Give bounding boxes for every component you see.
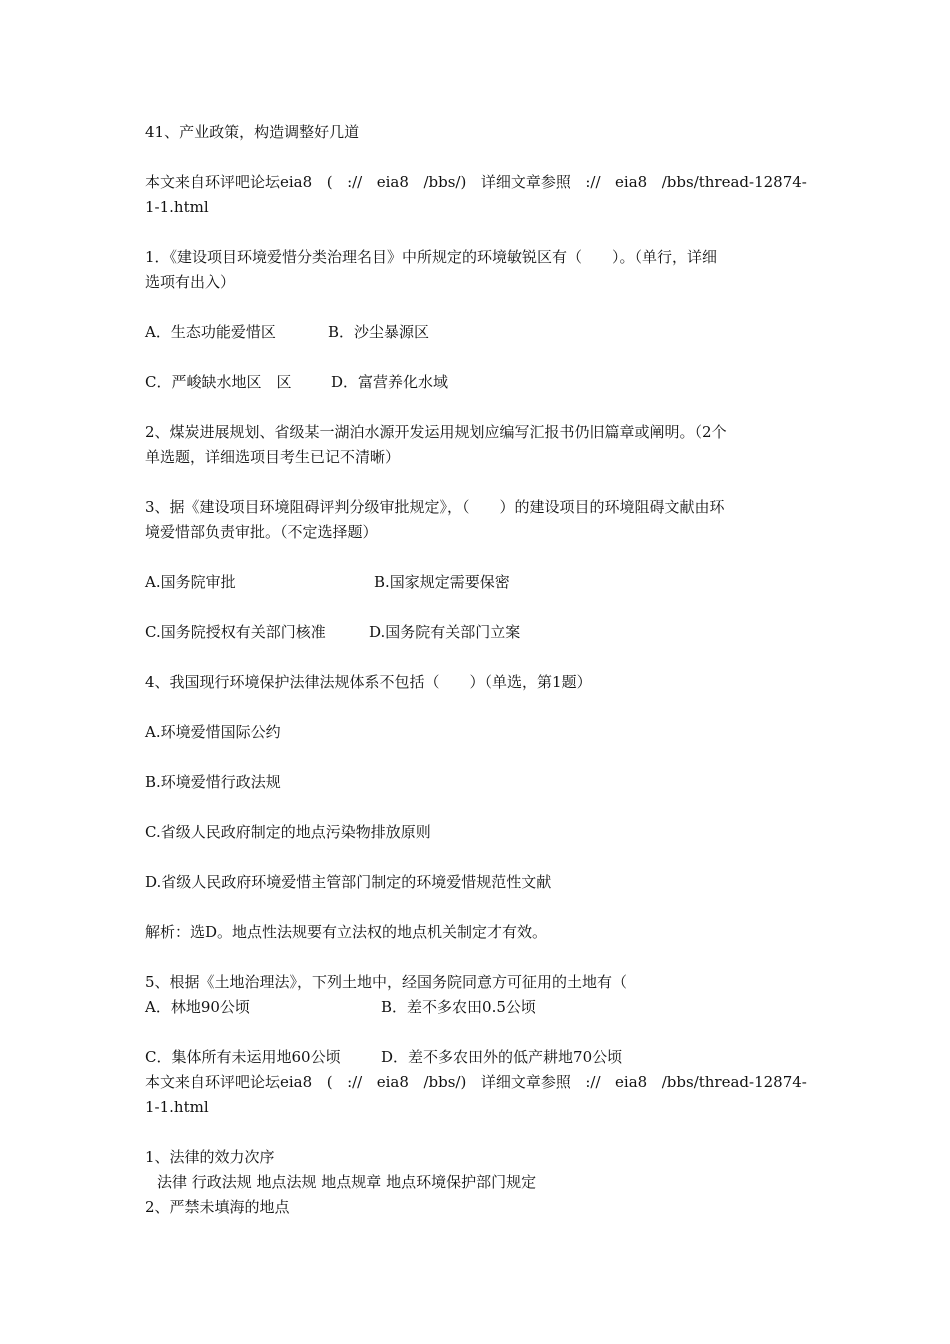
q1-option-a: A．生态功能爱惜区 bbox=[145, 323, 276, 341]
source-part: :// bbox=[585, 1073, 601, 1091]
source-part: eia8 bbox=[376, 173, 409, 191]
q5-options-cd bbox=[145, 1045, 807, 1070]
q4-option-d: D.省级人民政府环境爱惜主管部门制定的环境爱惜规范性文献 bbox=[145, 873, 552, 891]
source-part: /bbs/thread-12874- bbox=[661, 173, 807, 191]
q1-options-ab bbox=[145, 320, 807, 345]
q3-option-d: D.国务院有关部门立案 bbox=[369, 623, 521, 641]
q5-stem: 5、根据《土地治理法》，下列土地中，经国务院同意方可征用的土地有（ bbox=[145, 973, 628, 991]
q3-option-a: A.国务院审批 bbox=[145, 573, 236, 591]
q3-line2: 境爱惜部负责审批。（不定选择题） bbox=[145, 523, 378, 541]
q1-stem-line1: 1．《建设项目环境爱惜分类治理名目》中所规定的环境敏锐区有（ ）。（单行，详细 bbox=[145, 248, 718, 266]
q4-option-b: B.环境爱惜行政法规 bbox=[145, 773, 281, 791]
q41-title: 41、产业政策，构造调整好几道 bbox=[145, 123, 360, 141]
source-part: /bbs/) bbox=[423, 1073, 467, 1091]
q5-option-c: C．集体所有未运用地60公顷 bbox=[145, 1048, 341, 1066]
q4-stem: 4、我国现行环境保护法律法规体系不包括（ ）（单选，第1题） bbox=[145, 673, 592, 691]
q1-options-cd bbox=[145, 370, 807, 395]
q3-option-b: B.国家规定需要保密 bbox=[374, 573, 510, 591]
q5-options-ab bbox=[145, 995, 807, 1020]
q5-option-a: A．林地90公顷 bbox=[145, 998, 250, 1016]
source-part: eia8 bbox=[376, 1073, 409, 1091]
source-line-2 bbox=[145, 1070, 807, 1095]
q3-options-cd bbox=[145, 620, 807, 645]
note-1-title: 1、法律的效力次序 bbox=[145, 1148, 275, 1166]
source-part: 详细文章参照 bbox=[480, 1073, 571, 1091]
q5-option-b: B．差不多农田0.5公顷 bbox=[381, 998, 536, 1016]
source-part: ( bbox=[326, 1073, 333, 1091]
q4-option-a: A.环境爱惜国际公约 bbox=[145, 723, 281, 741]
source-part: :// bbox=[347, 173, 363, 191]
q1-option-d: D．富营养化水域 bbox=[331, 373, 449, 391]
source-part: ( bbox=[326, 173, 333, 191]
source-part: eia8 bbox=[615, 173, 648, 191]
source-part: :// bbox=[347, 1073, 363, 1091]
q5-option-d: D．差不多农田外的低产耕地70公顷 bbox=[381, 1048, 623, 1066]
q1-option-c: C．严峻缺水地区 区 bbox=[145, 373, 292, 391]
q2-line1: 2、煤炭进展规划、省级某一湖泊水源开发运用规划应编写汇报书仍旧篇章或阐明。（2个 bbox=[145, 423, 727, 441]
source-line-1-cont: 1-1.html bbox=[145, 198, 209, 216]
q2-line2: 单选题，详细选项目考生已记不清晰） bbox=[145, 448, 401, 466]
source-part: /bbs/thread-12874- bbox=[661, 1073, 807, 1091]
document-page bbox=[145, 120, 807, 1220]
source-part: eia8 bbox=[615, 1073, 648, 1091]
source-part: :// bbox=[585, 173, 601, 191]
q1-stem-line2: 选项有出入） bbox=[145, 273, 236, 291]
source-line-2-cont: 1-1.html bbox=[145, 1098, 209, 1116]
source-line-1 bbox=[145, 170, 807, 195]
q3-options-ab bbox=[145, 570, 807, 595]
source-part: 本文来自环评吧论坛eia8 bbox=[145, 1073, 313, 1091]
q1-option-b: B．沙尘暴源区 bbox=[328, 323, 430, 341]
source-part: 详细文章参照 bbox=[480, 173, 571, 191]
source-part: /bbs/) bbox=[423, 173, 467, 191]
q4-option-c: C.省级人民政府制定的地点污染物排放原则 bbox=[145, 823, 431, 841]
q3-line1: 3、据《建设项目环境阻碍评判分级审批规定》，（ ）的建设项目的环境阻碍文献由环 bbox=[145, 498, 725, 516]
q4-analysis: 解析：选D。地点性法规要有立法权的地点机关制定才有效。 bbox=[145, 923, 548, 941]
source-part: 本文来自环评吧论坛eia8 bbox=[145, 173, 313, 191]
q3-option-c: C.国务院授权有关部门核准 bbox=[145, 623, 326, 641]
note-2-title: 2、严禁未填海的地点 bbox=[145, 1198, 290, 1216]
note-1-body: 法律 行政法规 地点法规 地点规章 地点环境保护部门规定 bbox=[157, 1173, 537, 1191]
